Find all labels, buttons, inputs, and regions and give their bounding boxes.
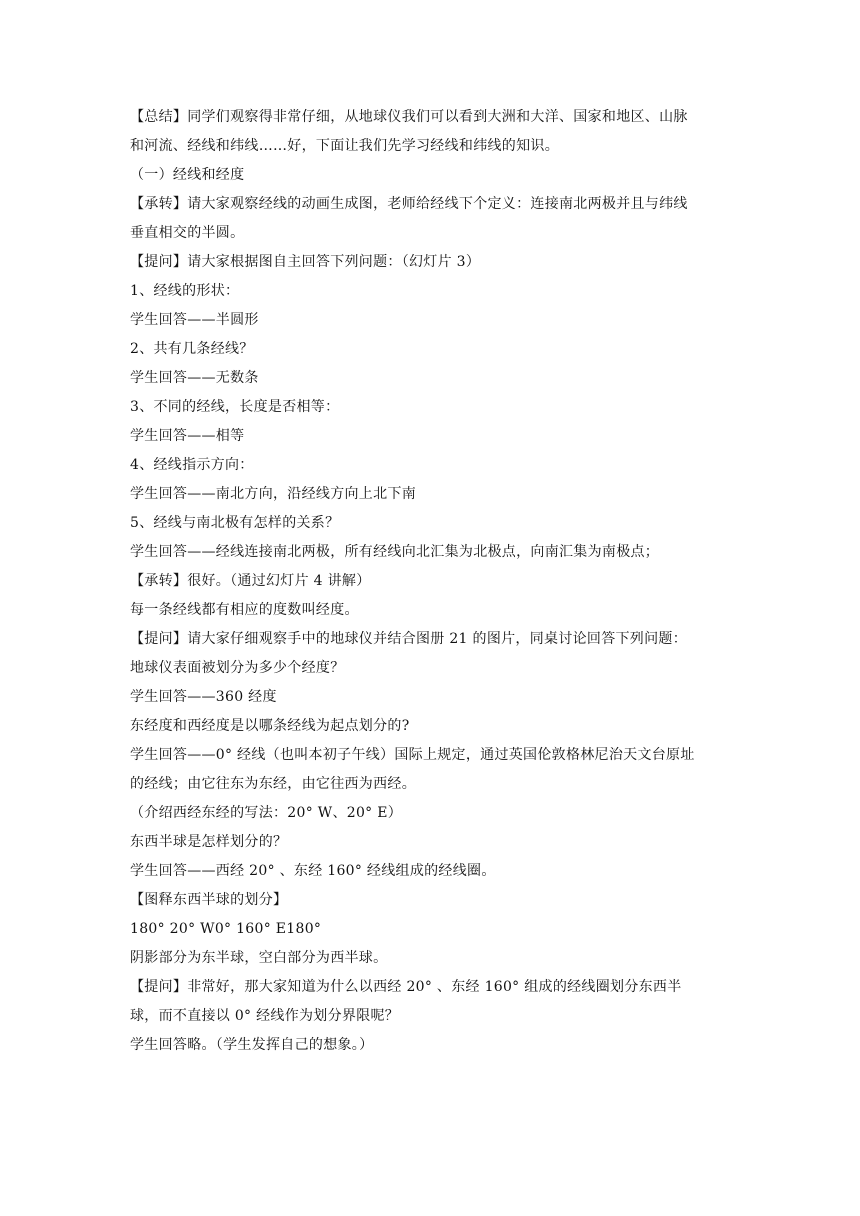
figure-degree-labels: 180° 20° W0° 160° E180° bbox=[130, 921, 322, 937]
question-degree-count: 地球仪表面被划分为多少个经度？ bbox=[130, 660, 345, 676]
paragraph-transition-line-2: 垂直相交的半圆。 bbox=[130, 225, 245, 241]
section-heading-meridian: （一）经线和经度 bbox=[130, 167, 245, 183]
question-start-meridian: 东经度和西经度是以哪条经线为起点划分的? bbox=[130, 718, 410, 734]
question-5: 5、经线与南北极有怎样的关系？ bbox=[130, 515, 340, 531]
paragraph-summary-line-1: 【总结】同学们观察得非常仔细，从地球仪我们可以看到大洲和大洋、国家和地区、山脉 bbox=[130, 109, 688, 125]
answer-5: 学生回答——经线连接南北两极，所有经线向北汇集为北极点，向南汇集为南极点； bbox=[130, 544, 660, 560]
question-4: 4、经线指示方向： bbox=[130, 457, 254, 473]
paragraph-transition-line-1: 【承转】请大家观察经线的动画生成图，老师给经线下个定义：连接南北两极并且与纬线 bbox=[130, 196, 688, 212]
answer-degree-count: 学生回答——360 经度 bbox=[130, 689, 277, 705]
paragraph-longitude-definition: 每一条经线都有相应的度数叫经度。 bbox=[130, 602, 359, 618]
paragraph-question-globe: 【提问】请大家仔细观察手中的地球仪并结合图册 21 的图片，同桌讨论回答下列问题： bbox=[130, 631, 688, 647]
answer-4: 学生回答——南北方向，沿经线方向上北下南 bbox=[130, 486, 416, 502]
answer-2: 学生回答——无数条 bbox=[130, 370, 259, 386]
document-body bbox=[130, 103, 730, 1060]
question-3: 3、不同的经线，长度是否相等： bbox=[130, 399, 340, 415]
note-notation: （介绍西经东经的写法：20° W、20° E） bbox=[130, 805, 403, 821]
question-1: 1、经线的形状： bbox=[130, 283, 240, 299]
paragraph-transition-2: 【承转】很好。（通过幻灯片 4 讲解） bbox=[130, 573, 371, 589]
answer-3: 学生回答——相等 bbox=[130, 428, 245, 444]
paragraph-question-why-line-1: 【提问】非常好，那大家知道为什么以西经 20° 、东经 160° 组成的经线圈划分东西半 bbox=[130, 979, 682, 995]
answer-start-meridian-line-1: 学生回答——0° 经线（也叫本初子午线）国际上规定，通过英国伦敦格林尼治天文台原址 bbox=[130, 747, 695, 763]
paragraph-summary-line-2: 和河流、经线和纬线……好，下面让我们先学习经线和纬线的知识。 bbox=[130, 138, 559, 154]
answer-hemisphere-division: 学生回答——西经 20° 、东经 160° 经线组成的经线圈。 bbox=[130, 863, 496, 879]
figure-caption-shading: 阴影部分为东半球，空白部分为西半球。 bbox=[130, 950, 388, 966]
answer-omitted: 学生回答略。（学生发挥自己的想象。） bbox=[130, 1037, 374, 1053]
answer-1: 学生回答——半圆形 bbox=[130, 312, 259, 328]
paragraph-question-intro: 【提问】请大家根据图自主回答下列问题：（幻灯片 3） bbox=[130, 254, 481, 270]
figure-heading-hemispheres: 【图释东西半球的划分】 bbox=[130, 892, 288, 908]
paragraph-question-why-line-2: 球，而不直接以 0° 经线作为划分界限呢？ bbox=[130, 1008, 400, 1024]
question-hemisphere-division: 东西半球是怎样划分的？ bbox=[130, 834, 288, 850]
answer-start-meridian-line-2: 的经线；由它往东为东经，由它往西为西经。 bbox=[130, 776, 416, 792]
question-2: 2、共有几条经线？ bbox=[130, 341, 254, 357]
